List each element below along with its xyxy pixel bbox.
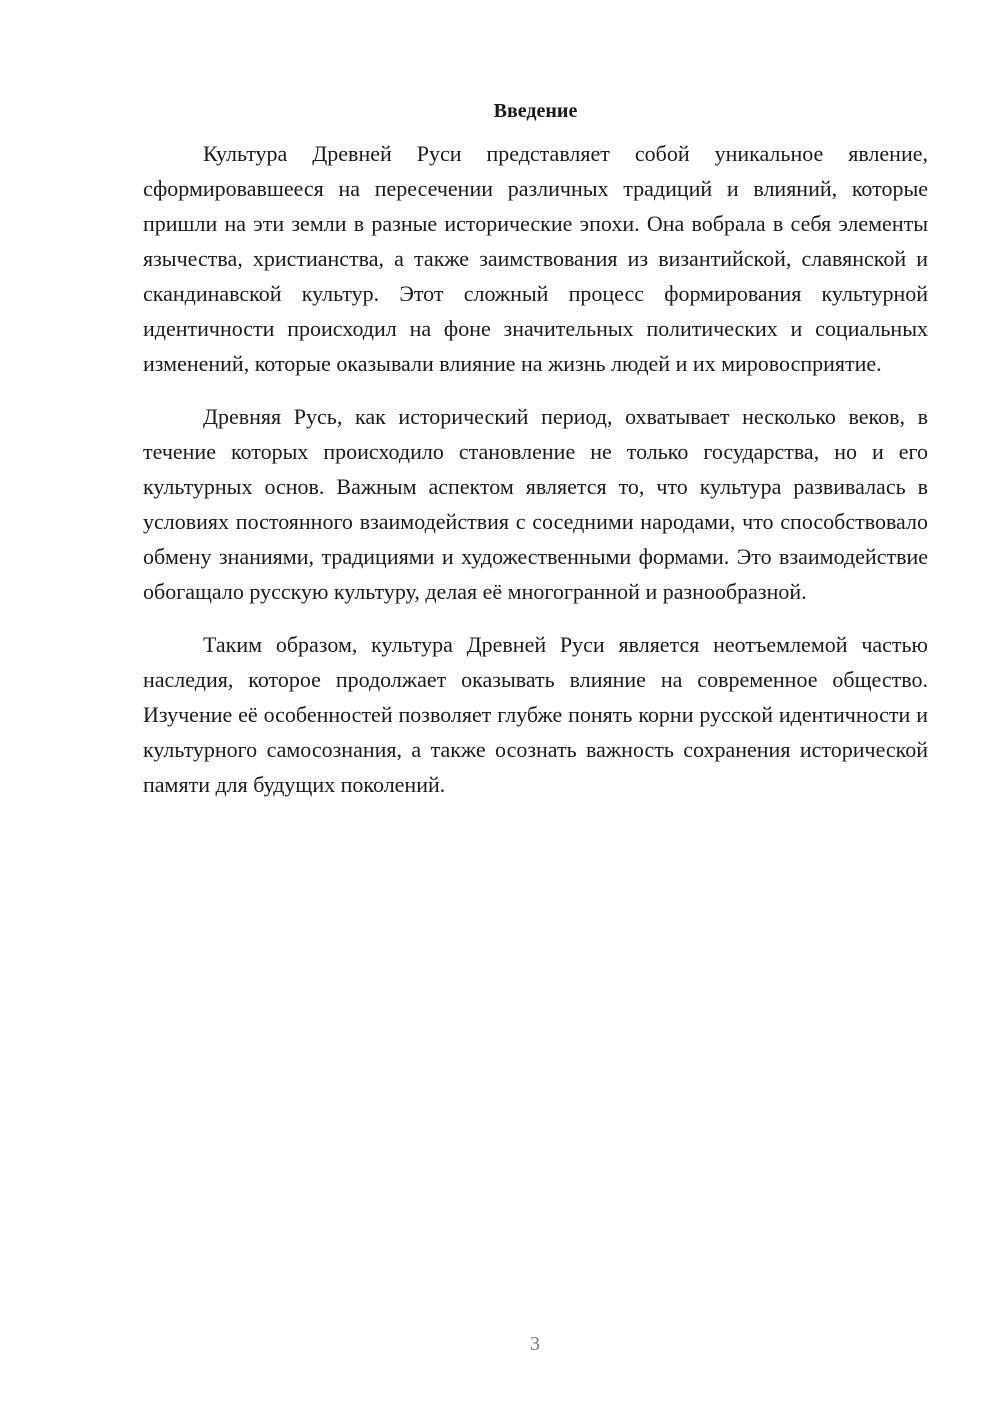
- paragraph-1: Культура Древней Руси представляет собой уникальное явление, сформировавшееся на пересечении различных традиций и влияний, которые пришли на эти земли в разные исторические эпохи. Она вобрала в себя элементы язычества, христианства, а также заимствования из византийской, славянской и скандинавской культур. Этот сложный процесс формирования культурной идентичности происходил на фоне значительных политических и социальных изменений, которые оказывали влияние на жизнь людей и их мировосприятие.: [143, 141, 928, 376]
- paragraph-2: Древняя Русь, как исторический период, охватывает несколько веков, в течение которых происходило становление не только государства, но и его культурных основ. Важным аспектом является то, что культура развивалась в условиях постоянного взаимодействия с соседними народами, что способствовало обмену знаниями, традициями и художественными формами. Это взаимодействие обогащало русскую культуру, делая её многогранной и разнообразной.: [143, 404, 928, 604]
- paragraph-3: Таким образом, культура Древней Руси является неотъемлемой частью наследия, которое продолжает оказывать влияние на современное общество. Изучение её особенностей позволяет глубже понять корни русской идентичности и культурного самосознания, а также осознать важность сохранения исторической памяти для будущих поколений.: [143, 632, 928, 797]
- page-title: Введение: [493, 100, 578, 122]
- page-number: 3: [530, 1333, 540, 1355]
- page-body: [143, 96, 928, 820]
